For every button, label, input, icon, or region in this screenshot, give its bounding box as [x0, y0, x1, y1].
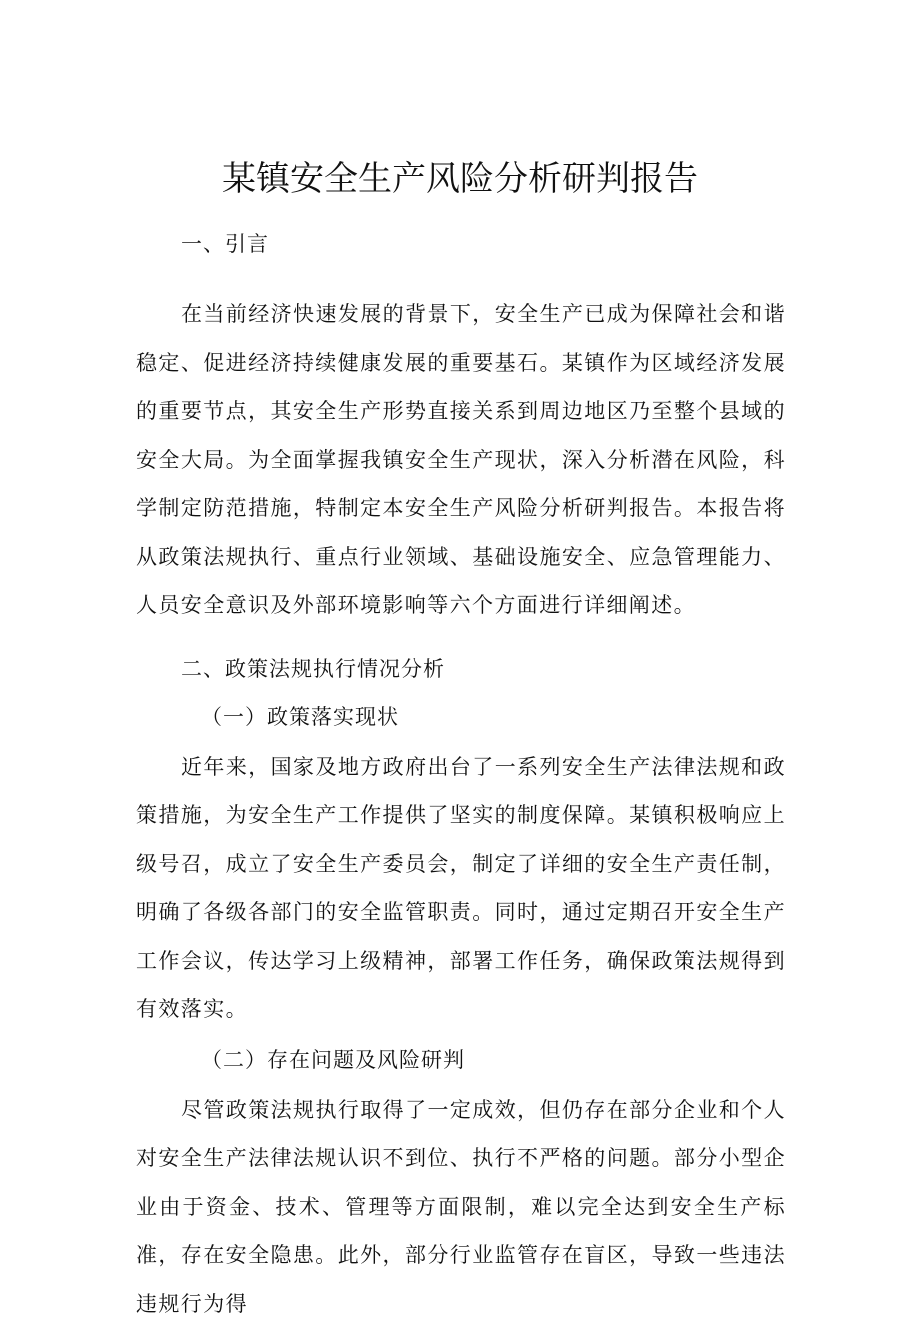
- problems-risks-paragraph: 尽管政策法规执行取得了一定成效，但仍存在部分企业和个人对安全生产法律法规认识不到位、执行不严格的问题。部分小型企业由于资金、技术、管理等方面限制，难以完全达到安全生产标准，存在安全隐患。此外，部分行业监管存在盲区，导致一些违法违规行为得: [136, 1086, 786, 1328]
- document-title: 某镇安全生产风险分析研判报告: [0, 152, 920, 206]
- document-body: [136, 220, 786, 1328]
- subsection-heading-problems-risks: （二）存在问题及风险研判: [136, 1036, 786, 1084]
- section-heading-policy-analysis: 二、政策法规执行情况分析: [136, 645, 786, 693]
- policy-status-paragraph: 近年来，国家及地方政府出台了一系列安全生产法律法规和政策措施，为安全生产工作提供了坚实的制度保障。某镇积极响应上级号召，成立了安全生产委员会，制定了详细的安全生产责任制，明确了各级各部门的安全监管职责。同时，通过定期召开安全生产工作会议，传达学习上级精神，部署工作任务，确保政策法规得到有效落实。: [136, 743, 786, 1034]
- subsection-heading-policy-status: （一）政策落实现状: [136, 693, 786, 741]
- introduction-paragraph: 在当前经济快速发展的背景下，安全生产已成为保障社会和谐稳定、促进经济持续健康发展的重要基石。某镇作为区域经济发展的重要节点，其安全生产形势直接关系到周边地区乃至整个县域的安全大局。为全面掌握我镇安全生产现状，深入分析潜在风险，科学制定防范措施，特制定本安全生产风险分析研判报告。本报告将从政策法规执行、重点行业领域、基础设施安全、应急管理能力、人员安全意识及外部环境影响等六个方面进行详细阐述。: [136, 290, 786, 630]
- section-heading-introduction: 一、引言: [136, 220, 786, 268]
